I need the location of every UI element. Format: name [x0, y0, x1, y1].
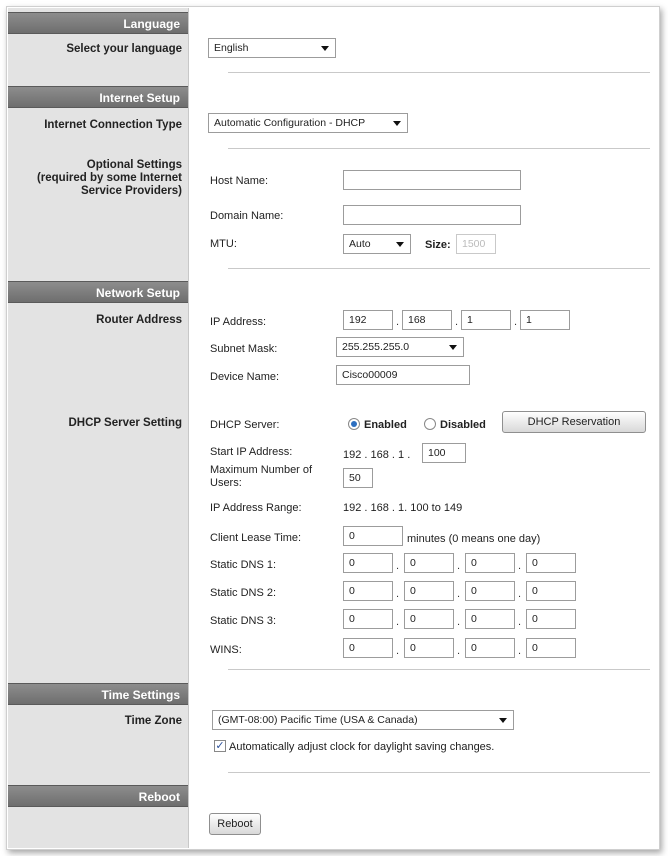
- dns2-octet-1-input[interactable]: 0: [343, 581, 393, 601]
- connection-type-value: Automatic Configuration - DHCP: [214, 117, 366, 129]
- lease-time-input[interactable]: 0: [343, 526, 403, 546]
- label-time-zone: Time Zone: [124, 715, 182, 727]
- host-name-input[interactable]: [343, 170, 521, 190]
- wins-octet-2-input[interactable]: 0: [404, 638, 454, 658]
- dns1-octet-2-input[interactable]: 0: [404, 553, 454, 573]
- dns1-octet-3-input[interactable]: 0: [465, 553, 515, 573]
- dns3-octet-2-input[interactable]: 0: [404, 609, 454, 629]
- ip-octet-1-input[interactable]: 192: [343, 310, 393, 330]
- wins-octet-4-input[interactable]: 0: [526, 638, 576, 658]
- label-dst: Automatically adjust clock for daylight saving changes.: [229, 741, 495, 753]
- ip-dot: .: [396, 588, 400, 600]
- label-ip-address: IP Address:: [210, 316, 267, 328]
- time-zone-select[interactable]: [212, 710, 514, 730]
- ip-dot: .: [455, 316, 459, 328]
- subnet-mask-value: 255.255.255.0: [342, 341, 410, 353]
- dns2-octet-2-input[interactable]: 0: [404, 581, 454, 601]
- mtu-size-input[interactable]: 1500: [456, 234, 496, 254]
- ip-octet-2-input[interactable]: 168: [402, 310, 452, 330]
- section-header-language: Language: [8, 12, 188, 34]
- wins-octet-1-input[interactable]: 0: [343, 638, 393, 658]
- label-wins: WINS:: [210, 644, 242, 656]
- max-users-input[interactable]: 50: [343, 468, 373, 488]
- domain-name-input[interactable]: [343, 205, 521, 225]
- chevron-down-icon: [449, 345, 457, 350]
- checkmark-icon: ✓: [215, 740, 225, 752]
- label-max-users-2: Users:: [210, 477, 242, 489]
- divider: [228, 148, 650, 149]
- ip-dot: .: [396, 316, 400, 328]
- dns1-octet-4-input[interactable]: 0: [526, 553, 576, 573]
- dhcp-disabled-radio[interactable]: [424, 418, 436, 430]
- section-header-time-settings: Time Settings: [8, 683, 188, 705]
- dns3-octet-3-input[interactable]: 0: [465, 609, 515, 629]
- mtu-select-value: Auto: [349, 238, 371, 250]
- dns2-octet-4-input[interactable]: 0: [526, 581, 576, 601]
- label-mtu-size: Size:: [425, 239, 451, 251]
- label-enabled: Enabled: [364, 419, 407, 431]
- chevron-down-icon: [499, 718, 507, 723]
- divider: [228, 268, 650, 269]
- label-internet-connection-type: Internet Connection Type: [44, 119, 182, 131]
- label-optional-settings: Optional Settings: [86, 159, 182, 171]
- label-subnet-mask: Subnet Mask:: [210, 343, 278, 355]
- label-router-address: Router Address: [96, 314, 182, 326]
- chevron-down-icon: [393, 121, 401, 126]
- divider: [228, 772, 650, 773]
- dns3-octet-4-input[interactable]: 0: [526, 609, 576, 629]
- ip-dot: .: [518, 588, 522, 600]
- language-select[interactable]: [208, 38, 336, 58]
- label-static-dns-3: Static DNS 3:: [210, 615, 277, 627]
- dst-checkbox[interactable]: [214, 740, 226, 752]
- start-ip-last-input[interactable]: 100: [422, 443, 466, 463]
- label-start-ip: Start IP Address:: [210, 446, 293, 458]
- dhcp-reservation-button[interactable]: DHCP Reservation: [502, 411, 646, 433]
- ip-octet-4-input[interactable]: 1: [520, 310, 570, 330]
- dns3-octet-1-input[interactable]: 0: [343, 609, 393, 629]
- ip-dot: .: [457, 588, 461, 600]
- dns2-octet-3-input[interactable]: 0: [465, 581, 515, 601]
- label-dhcp-server: DHCP Server:: [210, 419, 280, 431]
- connection-type-select[interactable]: [208, 113, 408, 133]
- ip-dot: .: [518, 645, 522, 657]
- time-zone-value: (GMT-08:00) Pacific Time (USA & Canada): [218, 714, 418, 726]
- label-mtu: MTU:: [210, 238, 237, 250]
- section-header-internet-setup: Internet Setup: [8, 86, 188, 108]
- dhcp-enabled-radio[interactable]: [348, 418, 360, 430]
- divider: [228, 669, 650, 670]
- label-static-dns-2: Static DNS 2:: [210, 587, 277, 599]
- label-max-users-1: Maximum Number of: [210, 464, 313, 476]
- label-select-language: Select your language: [66, 43, 182, 55]
- subnet-mask-select[interactable]: [336, 337, 464, 357]
- divider: [228, 72, 650, 73]
- start-ip-prefix: 192 . 168 . 1 .: [343, 449, 411, 461]
- label-ip-range: IP Address Range:: [210, 502, 302, 514]
- ip-dot: .: [396, 645, 400, 657]
- section-header-network-setup: Network Setup: [8, 281, 188, 303]
- language-select-value: English: [214, 42, 249, 54]
- label-optional-settings-note-2: Service Providers): [80, 185, 182, 197]
- reboot-button[interactable]: Reboot: [209, 813, 261, 835]
- wins-octet-3-input[interactable]: 0: [465, 638, 515, 658]
- ip-dot: .: [457, 616, 461, 628]
- ip-dot: .: [396, 560, 400, 572]
- mtu-select[interactable]: [343, 234, 411, 254]
- label-client-lease-time: Client Lease Time:: [210, 532, 302, 544]
- ip-dot: .: [457, 645, 461, 657]
- dns1-octet-1-input[interactable]: 0: [343, 553, 393, 573]
- chevron-down-icon: [321, 46, 329, 51]
- label-device-name: Device Name:: [210, 371, 280, 383]
- label-dhcp-server-setting: DHCP Server Setting: [68, 417, 182, 429]
- ip-octet-3-input[interactable]: 1: [461, 310, 511, 330]
- label-static-dns-1: Static DNS 1:: [210, 559, 277, 571]
- ip-range-value: 192 . 168 . 1. 100 to 149: [343, 502, 463, 514]
- label-host-name: Host Name:: [210, 175, 269, 187]
- label-optional-settings-note-1: (required by some Internet: [36, 172, 182, 184]
- label-domain-name: Domain Name:: [210, 210, 284, 222]
- ip-dot: .: [457, 560, 461, 572]
- label-disabled: Disabled: [440, 419, 486, 431]
- ip-dot: .: [514, 316, 518, 328]
- chevron-down-icon: [396, 242, 404, 247]
- lease-time-suffix: minutes (0 means one day): [407, 533, 541, 545]
- device-name-input[interactable]: Cisco00009: [336, 365, 470, 385]
- ip-dot: .: [396, 616, 400, 628]
- section-header-reboot: Reboot: [8, 785, 188, 807]
- ip-dot: .: [518, 560, 522, 572]
- ip-dot: .: [518, 616, 522, 628]
